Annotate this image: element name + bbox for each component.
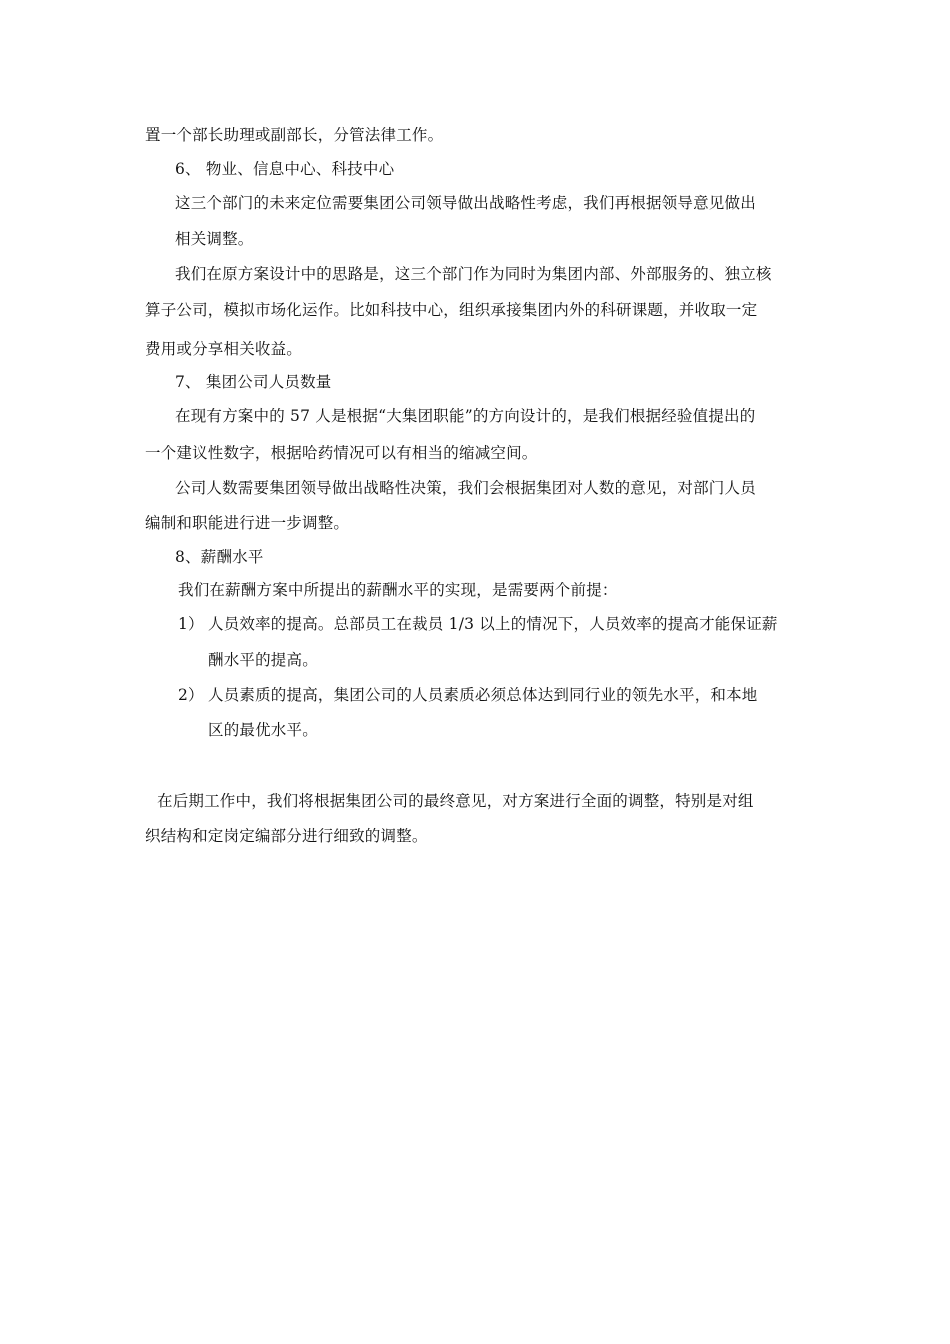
- list-item-2: [178, 684, 758, 706]
- section-heading-7: 7、 集团公司人员数量: [175, 373, 332, 391]
- text-line: 在现有方案中的 57 人是根据“大集团职能”的方向设计的，是我们根据经验值提出的: [175, 407, 756, 425]
- section-heading-8: 8、薪酬水平: [175, 548, 264, 566]
- list-item-text: 人员效率的提高。总部员工在裁员 1/3 以上的情况下，人员效率的提高才能保证薪: [208, 615, 778, 633]
- text-line: 一个建议性数字，根据哈药情况可以有相当的缩减空间。: [145, 444, 538, 462]
- text-line: 织结构和定岗定编部分进行细致的调整。: [145, 827, 428, 845]
- text-line: 在后期工作中，我们将根据集团公司的最终意见，对方案进行全面的调整，特别是对组: [157, 792, 754, 810]
- text-line: 我们在原方案设计中的思路是，这三个部门作为同时为集团内部、外部服务的、独立核: [175, 265, 772, 283]
- text-line: 费用或分享相关收益。: [145, 340, 303, 358]
- text-line: 置一个部长助理或副部长，分管法律工作。: [145, 126, 444, 144]
- section-heading-6: 6、 物业、信息中心、科技中心: [175, 160, 395, 178]
- list-item-text: 人员素质的提高，集团公司的人员素质必须总体达到同行业的领先水平，和本地: [208, 686, 758, 704]
- list-marker: 1）: [178, 615, 204, 633]
- text-line: 酬水平的提高。: [208, 651, 318, 669]
- text-line: 我们在薪酬方案中所提出的薪酬水平的实现，是需要两个前提：: [178, 581, 618, 599]
- text-line: 公司人数需要集团领导做出战略性决策，我们会根据集团对人数的意见，对部门人员: [175, 479, 756, 497]
- list-item-1: [178, 613, 778, 635]
- text-line: 区的最优水平。: [208, 721, 318, 739]
- text-line: 相关调整。: [175, 230, 254, 248]
- text-line: 算子公司，模拟市场化运作。比如科技中心，组织承接集团内外的科研课题，并收取一定: [145, 301, 758, 319]
- list-marker: 2）: [178, 686, 204, 704]
- text-line: 编制和职能进行进一步调整。: [145, 514, 350, 532]
- text-line: 这三个部门的未来定位需要集团公司领导做出战略性考虑，我们再根据领导意见做出: [175, 194, 756, 212]
